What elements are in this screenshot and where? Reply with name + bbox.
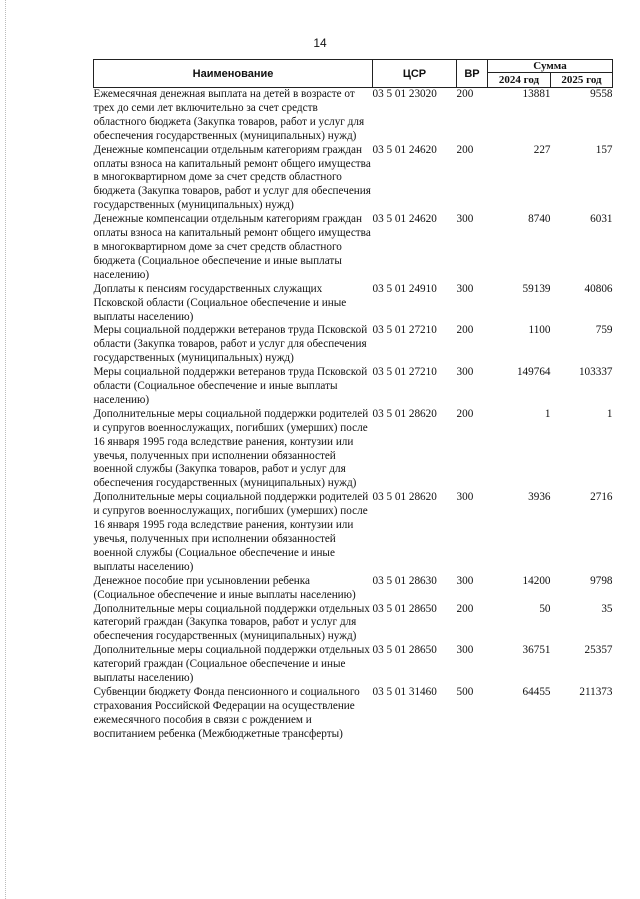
table-row [94,575,613,603]
table-row [94,686,613,742]
row-csr: 03 5 01 28630 [372,574,437,587]
table-row [94,491,613,574]
table-row [94,213,613,283]
row-amount-2025: 1 [606,407,613,420]
row-amount-2025: 9798 [590,574,613,587]
row-csr: 03 5 01 24620 [372,143,437,156]
row-amount-2025: 2716 [590,491,613,504]
row-vr: 500 [456,685,474,698]
budget-table [93,59,613,742]
table-row [94,644,613,686]
row-csr: 03 5 01 27210 [372,366,437,379]
row-name: Доплаты к пенсиям государственных служащих Псковской области (Социальное обеспечение и иные выплаты населению) [93,282,347,323]
row-name: Дополнительные меры социальной поддержки отдельных категорий граждан (Социальное обеспечение и иные выплаты населению) [93,644,370,685]
row-amount-2025: 9558 [590,88,613,100]
row-csr: 03 5 01 23020 [372,88,437,100]
row-name: Меры социальной поддержки ветеранов труда Псковской области (Социальное обеспечение и иные выплаты населению) [93,366,368,406]
row-amount-2025: 40806 [584,282,613,295]
table-row [94,283,613,325]
row-vr: 300 [456,644,474,657]
row-amount-2024: 50 [539,602,551,615]
row-vr: 300 [456,574,474,587]
row-amount-2025: 25357 [584,644,613,657]
row-amount-2024: 8740 [528,213,551,226]
row-name: Меры социальной поддержки ветеранов труда Псковской области (Закупка товаров, работ и услуг для обеспечения государственных (муниципальных) нужд) [93,324,368,365]
row-name: Денежное пособие при усыновлении ребенка (Социальное обеспечение и иные выплаты населению) [93,574,356,601]
row-name: Ежемесячная денежная выплата на детей в возрасте от трех до семи лет включительно за счет средств областного бюджета (Закупка товаров, работ и услуг для обеспечения государственных (муниципальных) нужд) [93,88,365,142]
row-amount-2025: 6031 [590,213,613,226]
row-vr: 300 [456,366,474,379]
row-csr: 03 5 01 28620 [372,407,437,420]
row-name: Дополнительные меры социальной поддержки родителей и супругов военнослужащих, погибших (умерших) после 16 января 1995 года вследствие ранения, контузии или увечья, полученных при исполнении обязанностей военной службы (Социальное обеспечение и иные выплаты населению) [93,491,369,573]
row-amount-2024: 227 [533,143,551,156]
table-row [94,408,613,491]
row-amount-2025: 35 [601,602,613,615]
header-csr: ЦСР [373,60,457,88]
row-amount-2024: 3936 [528,491,551,504]
row-csr: 03 5 01 24910 [372,282,437,295]
header-sum: Сумма [488,60,613,73]
row-name: Денежные компенсации отдельным категориям граждан оплаты взноса на капитальный ремонт общего имущества в многоквартирном доме за счет средств областного бюджета (Социальное обеспечение и иные выплаты населению) [93,213,371,281]
table-body [94,88,613,742]
header-name: Наименование [94,60,373,88]
row-amount-2024: 13881 [522,88,551,100]
row-amount-2024: 1 [544,407,551,420]
row-vr: 200 [456,602,474,615]
row-amount-2024: 36751 [522,644,551,657]
row-name: Денежные компенсации отдельным категориям граждан оплаты взноса на капитальный ремонт общего имущества в многоквартирном доме за счет средств областного бюджета (Закупка товаров, работ и услуг для обеспечения государственных (муниципальных) нужд) [93,143,371,212]
header-vr: ВР [457,60,488,88]
scan-edge-mark [5,0,7,899]
table-row [94,366,613,408]
row-vr: 200 [456,88,474,100]
table-row [94,88,613,144]
row-amount-2024: 149764 [516,366,551,379]
header-year-2025: 2025 год [551,73,613,88]
row-amount-2024: 14200 [522,574,551,587]
table-row [94,603,613,645]
row-amount-2024: 1100 [528,324,551,337]
row-csr: 03 5 01 27210 [372,324,437,337]
row-vr: 300 [456,491,474,504]
table-row [94,144,613,214]
row-name: Субвенции бюджету Фонда пенсионного и социального страхования Российской Федерации на осуществление ежемесячного пособия в связи с рождением и воспитанием ребенка (Межбюджетные трансферты) [93,685,360,740]
row-csr: 03 5 01 24620 [372,213,437,226]
header-year-2024: 2024 год [488,73,551,88]
row-amount-2025: 759 [595,324,613,337]
table-header [94,60,613,88]
row-csr: 03 5 01 28650 [372,644,437,657]
row-vr: 200 [456,324,474,337]
row-name: Дополнительные меры социальной поддержки отдельных категорий граждан (Закупка товаров, работ и услуг для обеспечения государственных (муниципальных) нужд) [93,602,370,643]
row-vr: 200 [456,407,474,420]
row-vr: 300 [456,282,474,295]
row-amount-2025: 211373 [579,685,613,698]
row-amount-2025: 157 [595,143,613,156]
row-vr: 200 [456,143,474,156]
row-vr: 300 [456,213,474,226]
row-amount-2025: 103337 [578,366,613,379]
row-csr: 03 5 01 31460 [372,685,437,698]
row-amount-2024: 59139 [522,282,551,295]
row-csr: 03 5 01 28650 [372,602,437,615]
table-row [94,324,613,366]
row-name: Дополнительные меры социальной поддержки родителей и супругов военнослужащих, погибших (умерших) после 16 января 1995 года вследствие ранения, контузии или увечья, полученных при исполнении обязанностей военной службы (Закупка товаров, работ и услуг для обеспечения государственных (муниципальных) нужд) [93,407,369,490]
row-csr: 03 5 01 28620 [372,491,437,504]
page-number: 14 [313,36,327,50]
row-amount-2024: 64455 [522,685,551,698]
